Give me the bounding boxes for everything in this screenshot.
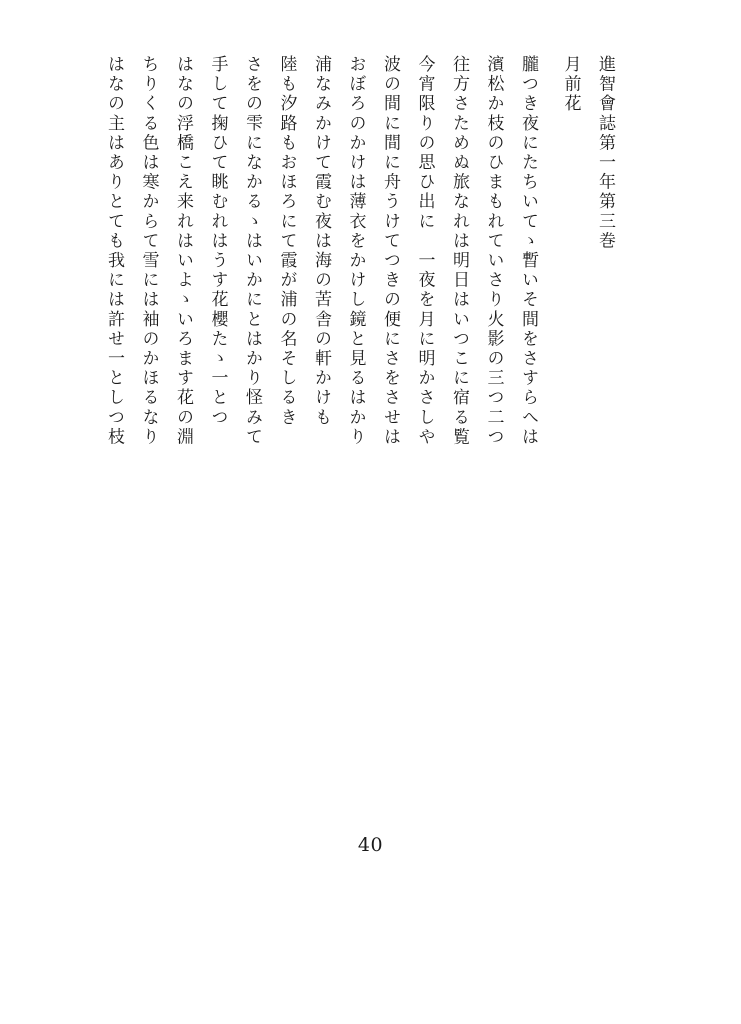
- poem-upper-hemistich: ちりくる色は寒からて: [138, 55, 159, 251]
- poem-lower-hemistich: 暫いそ間をさすらへは: [518, 251, 538, 447]
- poem-line: [372, 55, 407, 447]
- poem-lower-hemistich: うす花櫻たゝ一とつ: [207, 251, 228, 428]
- poem-lower-hemistich: 霞が浦の名そしるき: [276, 251, 297, 428]
- poem-line: [406, 55, 441, 447]
- poem-lower-hemistich: いさり火影の三つ二つ: [483, 251, 504, 447]
- poem-line: [199, 55, 234, 428]
- poem-line: [441, 55, 476, 447]
- poem-upper-hemistich: 波の間に間に舟うけて: [380, 55, 400, 251]
- poem-upper-hemistich: はなの浮橋こえ来れは: [173, 55, 193, 251]
- journal-title: 進智會誌第一年第三巻: [595, 55, 615, 251]
- poem-lower-hemistich: つきの便にさをさせは: [380, 251, 400, 447]
- poem-lower-hemistich: 海の苦舎の軒かけも: [311, 251, 331, 428]
- poem-body: [96, 55, 545, 447]
- poem-lower-hemistich: 一夜を月に明かさしや: [414, 251, 435, 447]
- poem-lower-hemistich: いかにとはかり怪みて: [242, 251, 262, 447]
- poem-upper-hemistich: 朧つき夜にたちいてゝ: [518, 55, 538, 251]
- poem-upper-hemistich: 今宵限りの思ひ出に: [414, 55, 435, 232]
- poem-lower-hemistich: 我には許せ一としつ枝: [104, 251, 124, 447]
- poem-upper-hemistich: 濱松か枝のひまもれて: [483, 55, 504, 251]
- poem-lower-hemistich: 明日はいつこに宿る覧: [449, 251, 469, 447]
- poem-upper-hemistich: おぼろのかけは薄衣を: [345, 55, 366, 251]
- poem-upper-hemistich: 手して掬ひて眺むれは: [207, 55, 228, 251]
- poem-upper-hemistich: 陸も汐路もおほろにて: [276, 55, 297, 251]
- poem-upper-hemistich: さをの雫になかるゝは: [242, 55, 262, 251]
- poem-title: 月前花: [560, 55, 581, 114]
- poem-line: [96, 55, 131, 447]
- poem-line: [268, 55, 303, 428]
- poem-lower-hemistich: かけし鏡と見るはかり: [345, 251, 366, 447]
- poem-upper-hemistich: はなの主はありとても: [104, 55, 124, 251]
- poem-line: [130, 55, 165, 447]
- poem-line: [337, 55, 372, 447]
- poem-lower-hemistich: いよゝいろます花の淵: [173, 251, 193, 447]
- page-number: 40: [357, 834, 384, 856]
- poem-line: [165, 55, 200, 447]
- poem-line: [475, 55, 510, 447]
- poem-line: [303, 55, 338, 428]
- vertical-text-block: [96, 55, 615, 447]
- poem-upper-hemistich: 浦なみかけて霞む夜は: [311, 55, 331, 251]
- poem-upper-hemistich: 往方さためぬ旅なれは: [449, 55, 469, 251]
- poem-line: [510, 55, 545, 447]
- poem-lower-hemistich: 雪には袖のかほるなり: [138, 251, 159, 447]
- poem-line: [234, 55, 269, 447]
